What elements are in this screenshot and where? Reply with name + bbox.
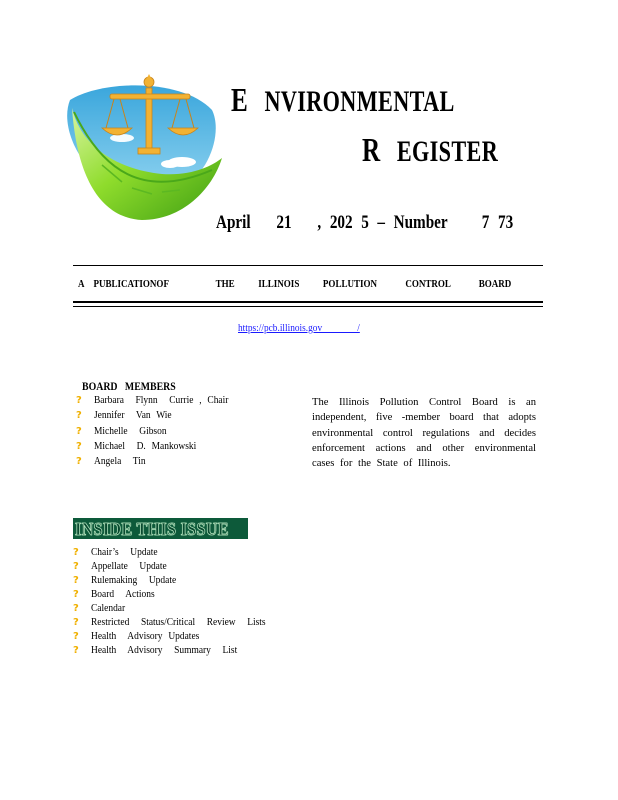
divider-bottom-thick <box>73 301 543 303</box>
title-line-1 <box>231 82 455 120</box>
bullet-icon: ? <box>76 456 82 468</box>
bullet-icon: ? <box>73 631 79 642</box>
list-item: ? Michael D. Mankowski <box>76 439 296 454</box>
board-members-list <box>76 393 296 469</box>
list-item[interactable]: ? Rulemaking Update <box>73 574 177 586</box>
divider-bottom-thin <box>73 306 543 307</box>
list-item[interactable]: ? Board Actions <box>73 588 155 600</box>
bullet-icon: ? <box>76 440 82 452</box>
list-item: ? Angela Tin <box>76 454 296 469</box>
list-item[interactable]: ? Health Advisory Updates <box>73 630 200 642</box>
list-item[interactable]: ? Health Advisory Summary List <box>73 644 238 656</box>
inside-this-issue-label: INSIDE THIS ISSUE <box>75 519 229 539</box>
bullet-icon: ? <box>73 617 79 628</box>
list-item[interactable]: ? Restricted Status/Critical Review Lists <box>73 616 266 628</box>
list-item[interactable]: ? Appellate Update <box>73 560 167 572</box>
list-item: ? Michelle Gibson <box>76 424 296 439</box>
bullet-icon: ? <box>76 410 82 422</box>
title-line-2 <box>362 132 498 170</box>
bullet-icon: ? <box>73 645 79 656</box>
bullet-icon: ? <box>76 425 82 437</box>
bullet-icon: ? <box>73 575 79 586</box>
bullet-icon: ? <box>73 547 79 558</box>
title-rest-1: NVIRONMENTAL <box>264 85 455 118</box>
divider-top <box>73 265 543 266</box>
bullet-icon: ? <box>73 603 79 614</box>
leaf-scales-logo-icon <box>62 70 224 220</box>
list-item[interactable]: ? Calendar <box>73 602 126 614</box>
bullet-icon: ? <box>73 561 79 572</box>
list-item[interactable]: ? Chair’s Update <box>73 546 158 558</box>
title-rest-2: EGISTER <box>396 135 499 168</box>
inside-this-issue-heading <box>73 518 248 539</box>
issue-date-number: April 21 , 202 5 – Number 7 73 <box>216 212 514 233</box>
contents-list <box>73 545 333 657</box>
bullet-icon: ? <box>76 395 82 406</box>
website-link[interactable]: https://pcb.illinois.gov / <box>238 322 360 334</box>
list-item: ? Jennifer Van Wie <box>76 408 296 423</box>
list-item: ? Barbara Flynn Currie , Chair <box>76 393 296 408</box>
title-initial-e: E <box>231 82 249 119</box>
publication-line: A PUBLICATIONOF THE ILLINOIS POLLUTION CONTROL BOARD <box>78 278 512 290</box>
board-members-heading: BOARD MEMBERS <box>82 379 176 393</box>
board-description: The Illinois Pollution Control Board is an independent, five -member board that adopts environmental control regulations and decides enforcement actions and other environmental cases for the State of Illinois. <box>312 397 536 470</box>
bullet-icon: ? <box>73 589 79 600</box>
title-initial-r: R <box>362 132 381 169</box>
